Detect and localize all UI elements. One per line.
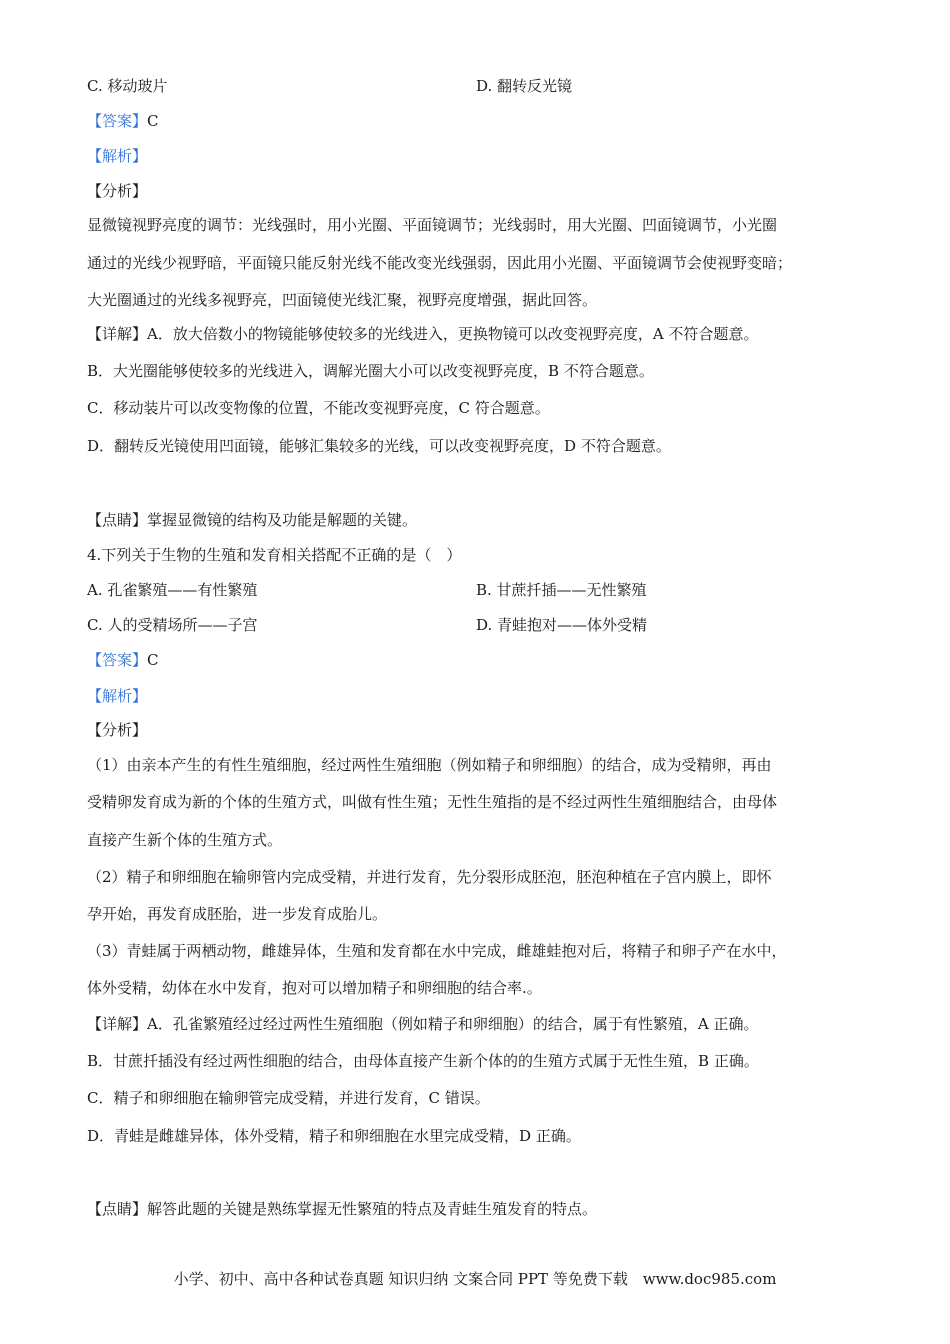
q3-detail-line: D．翻转反光镜使用凹面镜，能够汇集较多的光线，可以改变视野亮度，D 不符合题意。	[87, 437, 671, 455]
q4-detail-line: 【详解】A．孔雀繁殖经过经过两性生殖细胞（例如精子和卵细胞）的结合，属于有性繁殖，A 正确。	[87, 1015, 759, 1033]
q4-stem: 4.下列关于生物的生殖和发育相关搭配不正确的是（ ）	[87, 546, 462, 564]
q3-analysis-line: 大光圈通过的光线多视野亮，凹面镜使光线汇聚，视野亮度增强，据此回答。	[87, 291, 598, 309]
q4-analysis-line: （2）精子和卵细胞在输卵管内完成受精，并进行发育，先分裂形成胚泡，胚泡种植在子宫内膜上，即怀	[87, 868, 772, 886]
q3-analysis-line: 通过的光线少视野暗，平面镜只能反射光线不能改变光线强弱，因此用小光圈、平面镜调节会使视野变暗；	[87, 254, 793, 272]
q4-analysis-line: 直接产生新个体的生殖方式。	[87, 831, 283, 849]
answer-tag: 【答案】	[87, 112, 148, 130]
q4-option-a: A. 孔雀繁殖——有性繁殖	[87, 581, 258, 599]
q3-option-c: C. 移动玻片	[87, 77, 168, 95]
q4-detail-line: C．精子和卵细胞在输卵管完成受精，并进行发育，C 错误。	[87, 1089, 490, 1107]
q4-dianjing: 【点睛】解答此题的关键是熟练掌握无性繁殖的特点及青蛙生殖发育的特点。	[87, 1200, 598, 1218]
q4-detail-line: B．甘蔗扦插没有经过两性细胞的结合，由母体直接产生新个体的的生殖方式属于无性生殖，B 正确。	[87, 1052, 759, 1070]
answer-tag: 【答案】	[87, 651, 148, 669]
answer-value: C	[147, 112, 159, 130]
answer-value: C	[147, 651, 159, 669]
page-footer: 小学、初中、高中各种试卷真题 知识归纳 文案合同 PPT 等免费下载 www.doc985.com	[173, 1270, 777, 1288]
q3-answer	[87, 111, 159, 131]
q3-fenxi-tag: 【分析】	[87, 182, 148, 200]
q4-analysis-line: （3）青蛙属于两栖动物，雌雄异体，生殖和发育都在水中完成，雌雄蛙抱对后，将精子和卵子产在水中，	[87, 942, 787, 960]
q3-analysis-line: 显微镜视野亮度的调节：光线强时，用小光圈、平面镜调节；光线弱时，用大光圈、凹面镜调节，小光圈	[87, 216, 778, 234]
q4-fenxi-tag: 【分析】	[87, 721, 148, 739]
q4-option-d: D. 青蛙抱对——体外受精	[476, 616, 648, 634]
q4-analysis-line: 受精卵发育成为新的个体的生殖方式，叫做有性生殖；无性生殖指的是不经过两性生殖细胞结合，由母体	[87, 793, 778, 811]
q4-detail-line: D．青蛙是雌雄异体，体外受精，精子和卵细胞在水里完成受精，D 正确。	[87, 1127, 581, 1145]
q4-analysis-line: 孕开始，再发育成胚胎，进一步发育成胎儿。	[87, 905, 388, 923]
q4-jiexi-tag: 【解析】	[87, 687, 148, 705]
q3-detail-line: C．移动装片可以改变物像的位置，不能改变视野亮度，C 符合题意。	[87, 399, 550, 417]
q3-detail-line: 【详解】A．放大倍数小的物镜能够使较多的光线进入，更换物镜可以改变视野亮度，A 不符合题意。	[87, 325, 759, 343]
q3-detail-line: B．大光圈能够使较多的光线进入，调解光圈大小可以改变视野亮度，B 不符合题意。	[87, 362, 654, 380]
q4-answer	[87, 650, 159, 670]
q4-option-c: C. 人的受精场所——子宫	[87, 616, 258, 634]
q3-dianjing: 【点睛】掌握显微镜的结构及功能是解题的关键。	[87, 511, 418, 529]
q3-option-d: D. 翻转反光镜	[476, 77, 573, 95]
q3-jiexi-tag: 【解析】	[87, 147, 148, 165]
q4-analysis-line: 体外受精，幼体在水中发育，抱对可以增加精子和卵细胞的结合率.。	[87, 979, 542, 997]
q4-analysis-line: （1）由亲本产生的有性生殖细胞，经过两性生殖细胞（例如精子和卵细胞）的结合，成为受精卵，再由	[87, 756, 772, 774]
q4-option-b: B. 甘蔗扦插——无性繁殖	[476, 581, 647, 599]
